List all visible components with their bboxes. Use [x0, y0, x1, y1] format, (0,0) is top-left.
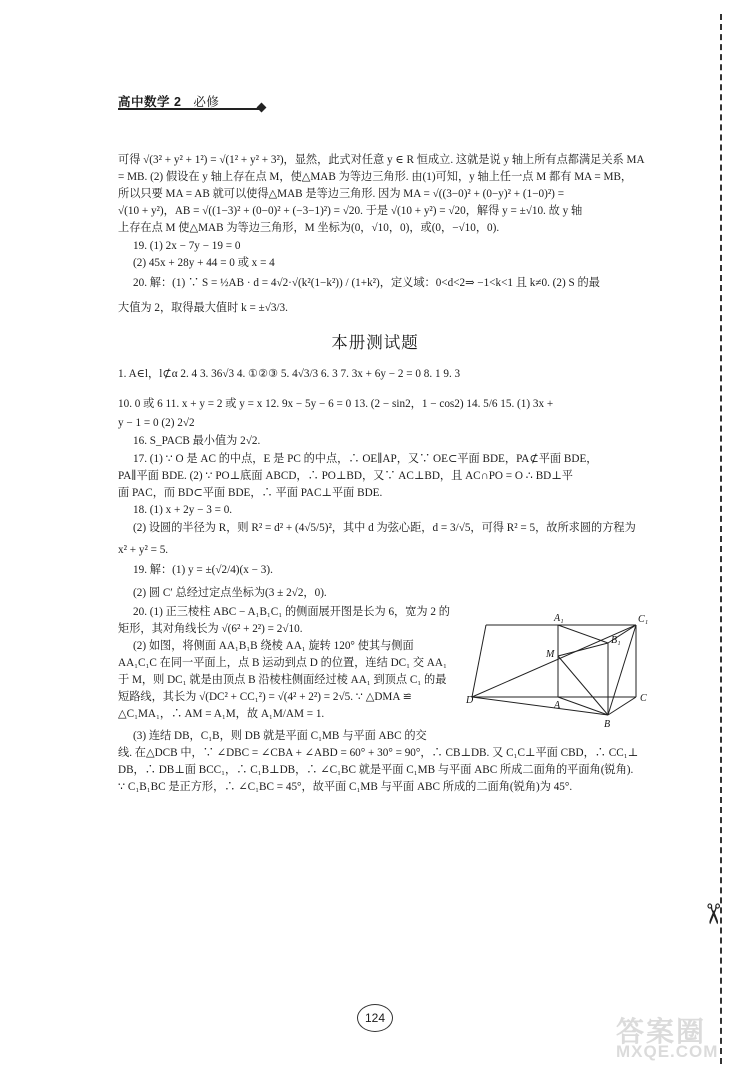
section-title: 本册测试题 [331, 334, 419, 352]
watermark-text: 答案圈 [616, 1016, 707, 1047]
text-line: 19. (1) 2x − 7y − 19 = 0 [133, 240, 241, 252]
text-line: = MB. (2) 假设在 y 轴上存在点 M，使△MAB 为等边三角形. 由(1)可知，y 轴上任一点 M 都有 MA = MB， [118, 171, 633, 183]
text-line: 18. (1) x + 2y − 3 = 0. [133, 504, 233, 516]
text-line: DB，∴ DB⊥面 BCC₁，∴ C₁B⊥DB，∴ ∠C₁BC 就是平面 C₁MB 与平面 ABC 所成二面角的平面角(锐角). [118, 764, 634, 776]
header-diamond [257, 103, 267, 113]
text-line: 1. A∈l，l⊄α 2. 4 3. 36√3 4. ①②③ 5. 4√3/3 6. 3 7. 3x + 6y − 2 = 0 8. 1 9. 3 [118, 368, 461, 380]
text-line: y − 1 = 0 (2) 2√2 [118, 417, 195, 429]
text-line: √(10 + y²)，AB = √((1−3)² + (0−0)² + (−3−1)²) = √20. 于是 √(10 + y²) = √20，解得 y = ±√10. 故 y 轴 [118, 205, 583, 217]
watermark-logo [616, 1010, 746, 1065]
header-title: 高中数学 2 [118, 95, 182, 109]
label-A: A [554, 700, 561, 711]
label-C: C [640, 693, 647, 704]
label-C1: C₁ [638, 614, 649, 625]
text-line: 矩形，其对角线长为 √(6² + 2²) = 2√10. [118, 623, 303, 635]
label-D: D [466, 695, 474, 706]
text-line: 10. 0 或 6 11. x + y = 2 或 y = x 12. 9x − 5y − 6 = 0 13. (2 − sin2，1 − cos2) 14. 5/6 15. (1) 3x + [118, 398, 554, 410]
watermark-url: MXQE.COM [616, 1042, 719, 1061]
text-line: 线. 在△DCB 中，∵ ∠DBC = ∠CBA + ∠ABD = 60° + 30° = 90°，∴ CB⊥DB. 又 C₁C⊥平面 CBD，∴ CC₁⊥ [118, 747, 639, 759]
header-rule [118, 108, 262, 110]
label-B1: B₁ [611, 635, 621, 646]
label-A1: A₁ [554, 613, 564, 624]
text-line: (3) 连结 DB，C₁B，则 DB 就是平面 C₁MB 与平面 ABC 的交 [133, 730, 427, 742]
text-line: 面 PAC，而 BD⊂平面 BDE，∴ 平面 PAC⊥平面 BDE. [118, 487, 383, 499]
text-line: (2) 45x + 28y + 44 = 0 或 x = 4 [133, 257, 275, 269]
text-line: 17. (1) ∵ O 是 AC 的中点，E 是 PC 的中点，∴ OE∥AP，又∵ OE⊂平面 BDE，PA⊄平面 BDE， [133, 453, 598, 465]
text-line: 于 M，则 DC₁ 就是由顶点 B 沿棱柱侧面经过棱 AA₁ 到顶点 C₁ 的最 [118, 674, 447, 686]
text-line: 20. 解：(1) ∵ S = ½AB · d = 4√2·√(k²(1−k²)) / (1+k²)，定义域：0<d<2⇒ −1<k<1 且 k≠0. (2) S 的最 [133, 277, 600, 289]
text-line: PA∥平面 BDE. (2) ∵ PO⊥底面 ABCD，∴ PO⊥BD，又∵ AC⊥BD，且 AC∩PO = O ∴ BD⊥平 [118, 470, 573, 482]
text-line: 可得 √(3² + y² + 1²) = √(1² + y² + 3²)，显然，此式对任意 y ∈ R 恒成立. 这就是说 y 轴上所有点都满足关系 MA [118, 154, 645, 166]
text-line: (2) 如图，将侧面 AA₁B₁B 绕棱 AA₁ 旋转 120° 使其与侧面 [133, 640, 414, 652]
label-B: B [604, 719, 611, 730]
text-line: AA₁C₁C 在同一平面上，点 B 运动到点 D 的位置，连结 DC₁ 交 AA₁ [118, 657, 447, 669]
header-subtitle: 必修 [193, 95, 220, 109]
text-line: x² + y² = 5. [118, 544, 169, 556]
text-line: 16. S_PACB 最小值为 2√2. [133, 435, 261, 447]
text-line: 上存在点 M 使△MAB 为等边三角形，M 坐标为(0，√10，0)，或(0，−√10，0). [118, 222, 500, 234]
text-line: 大值为 2，取得最大值时 k = ±√3/3. [118, 302, 288, 314]
text-line: 短路线，其长为 √(DC² + CC₁²) = √(4² + 2²) = 2√5. ∵ △DMA ≌ [118, 691, 412, 703]
prism-unfolding-figure [468, 613, 654, 729]
text-line: (2) 设圆的半径为 R，则 R² = d² + (4√5/5)²，其中 d 为弦心距，d = 3/√5，可得 R² = 5，故所求圆的方程为 [133, 522, 636, 534]
text-line: ∵ C₁B₁BC 是正方形，∴ ∠C₁BC = 45°，故平面 C₁MB 与平面 ABC 所成的二面角(锐角)为 45°. [118, 781, 573, 793]
text-line: 20. (1) 正三棱柱 ABC − A₁B₁C₁ 的侧面展开图是长为 6，宽为 2 的 [133, 606, 450, 618]
text-line: △C₁MA₁，∴ AM = A₁M，故 A₁M/AM = 1. [118, 708, 325, 720]
label-M: M [546, 649, 555, 660]
text-line: (2) 圆 C′ 总经过定点坐标为(3 ± 2√2，0). [133, 587, 327, 599]
scissors-icon: ✂ [696, 902, 728, 926]
text-line: 所以只要 MA = AB 就可以使得△MAB 是等边三角形. 因为 MA = √((3−0)² + (0−y)² + (1−0)²) = [118, 188, 565, 200]
page-number: 124 [357, 1004, 393, 1032]
text-line: 19. 解：(1) y = ±(√2/4)(x − 3). [133, 564, 273, 576]
